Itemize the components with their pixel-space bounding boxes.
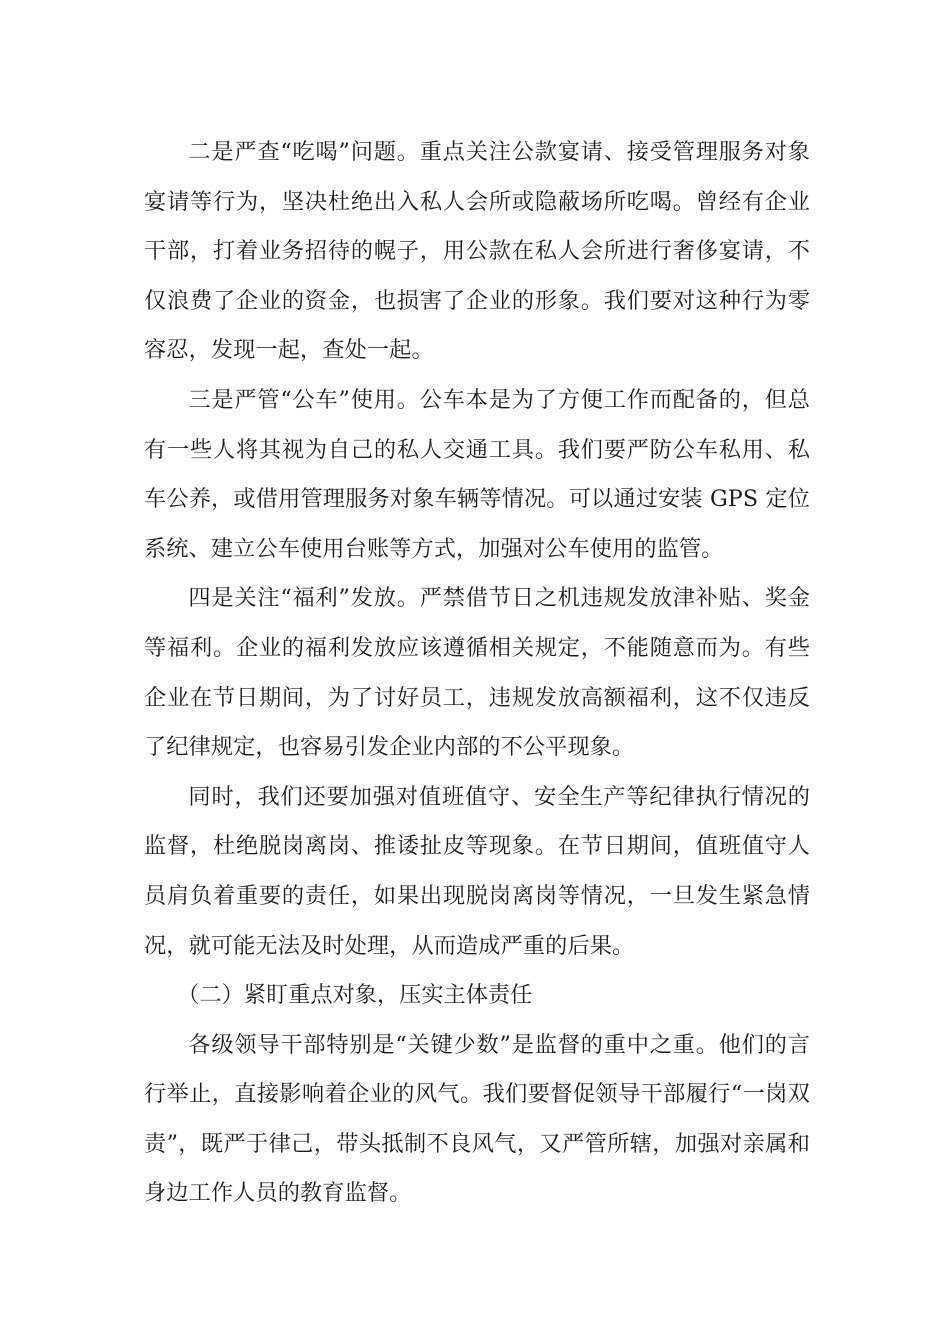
paragraph-welfare: 四是关注“福利”发放。严禁借节日之机违规发放津补贴、奖金等福利。企业的福利发放应该遵循相关规定，不能随意而为。有些企业在节日期间，为了讨好员工，违规发放高额福利，这不仅违反了纪律规定，也容易引发企业内部的不公平现象。 bbox=[144, 585, 810, 761]
paragraph-dining: 二是严查“吃喝”问题。重点关注公款宴请、接受管理服务对象宴请等行为，坚决杜绝出入私人会所或隐蔽场所吃喝。曾经有企业干部，打着业务招待的幌子，用公款在私人会所进行奢侈宴请，不仅浪费了企业的资金，也损害了企业的形象。我们要对这种行为零容忍，发现一起，查处一起。 bbox=[144, 139, 810, 364]
document-body bbox=[144, 128, 810, 1219]
paragraph-duty-discipline: 同时，我们还要加强对值班值守、安全生产等纪律执行情况的监督，杜绝脱岗离岗、推诿扯皮等现象。在节日期间，值班值守人员肩负着重要的责任，如果出现脱岗离岗等情况，一旦发生紧急情况，就可能无法及时处理，从而造成严重的后果。 bbox=[144, 783, 810, 959]
section-heading: （二）紧盯重点对象，压实主体责任 bbox=[177, 982, 533, 1009]
paragraph-leaders: 各级领导干部特别是“关键少数”是监督的重中之重。他们的言行举止，直接影响着企业的风气。我们要督促领导干部履行“一岗双责”，既严于律己，带头抵制不良风气，又严管所辖，加强对亲属和身边工作人员的教育监督。 bbox=[144, 1031, 810, 1207]
paragraph-vehicles: 三是严管“公车”使用。公车本是为了方便工作而配备的，但总有一些人将其视为自己的私人交通工具。我们要严防公车私用、私车公养，或借用管理服务对象车辆等情况。可以通过安装 GPS 定位系统、建立公车使用台账等方式，加强对公车使用的监管。 bbox=[144, 386, 810, 562]
